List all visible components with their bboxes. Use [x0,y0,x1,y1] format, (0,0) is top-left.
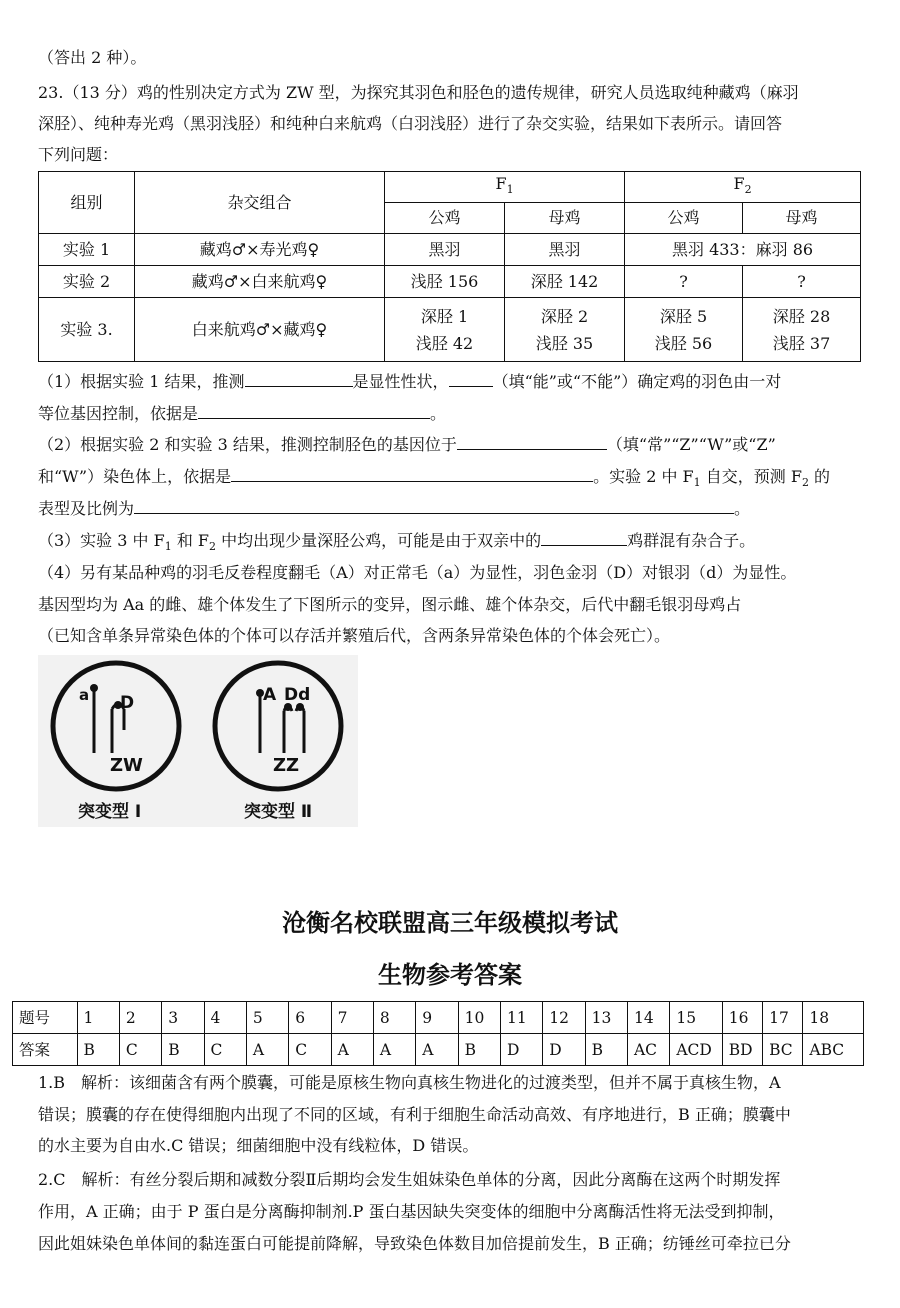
question-number-cell: 1 [77,1002,119,1034]
answer-blank-1[interactable] [245,370,353,387]
question-number-cell: 16 [722,1002,762,1034]
answer-cell: D [500,1034,542,1066]
answer-cell: C [119,1034,161,1066]
q23-part2-line-3: 表型及比例为 。 [38,499,751,518]
answer-blank-7[interactable] [541,529,627,546]
cell-2-sex: ZZ [273,755,300,776]
answer-key-table [12,1001,864,1066]
question-number-cell: 18 [803,1002,864,1034]
header-f2-female: 母鸡 [743,203,861,234]
q23-part4-line-2: 基因型均为 Aa 的雌、雄个体发生了下图所示的变异，图示雌、雄个体杂交，后代中翻毛银羽母鸡占 [38,595,742,614]
question-number-cell: 3 [162,1002,204,1034]
header-f1-male: 公鸡 [385,203,505,234]
cell-2-caption: 突变型 Ⅱ [244,802,313,822]
question-number-cell: 15 [670,1002,722,1034]
question-number-cell: 11 [500,1002,542,1034]
question-number-cell: 5 [246,1002,288,1034]
answer-cell: A [331,1034,373,1066]
row3-f2-male: 深胫 5 浅胫 56 [625,298,743,362]
question-number-cell: 4 [204,1002,246,1034]
header-f1: $F_1$ [385,172,625,203]
explanation-1-line-3: 的水主要为自由水.C 错误；细菌细胞中没有线粒体，D 错误。 [38,1136,479,1155]
q23-intro-line-1: 23.（13 分）鸡的性别决定方式为 ZW 型，为探究其羽色和胫色的遗传规律，研究人员选取纯种藏鸡（麻羽 [38,83,799,102]
answers-title: 沧衡名校联盟高三年级模拟考试 [282,909,618,937]
answer-cell: B [585,1034,627,1066]
q23-part2-line-2: 和“W”）染色体上，依据是 。实验 2 中 $F_1$ 自交，预测 $F_2$ 的 [38,467,831,490]
question-number-cell: 2 [119,1002,161,1034]
answer-blank-6[interactable] [134,497,734,514]
row1-f2: 黑羽 433：麻羽 86 [625,234,861,266]
question-number-cell: 9 [416,1002,458,1034]
row1-cross: 藏鸡♂×寿光鸡♀ [135,234,385,266]
answer-cell: D [543,1034,585,1066]
table-row [39,266,861,298]
answer-cell: BD [722,1034,762,1066]
row2-cross: 藏鸡♂×白来航鸡♀ [135,266,385,298]
explanation-1-line-2: 错误；膜囊的存在使得细胞内出现了不同的区域，有利于细胞生命活动高效、有序地进行，B 正确；膜囊中 [38,1105,791,1124]
chromosome-figure [38,655,358,827]
cell-1-sex: ZW [110,755,143,776]
cell-2-label-d: Dd [284,685,311,705]
q23-part3-line: （3）实验 3 中 $F_1$ 和 $F_2$ 中均出现少量深胫公鸡，可能是由于双亲中的 鸡群混有杂合子。 [38,531,756,554]
explanation-2-line-2: 作用，A 正确；由于 P 蛋白是分离酶抑制剂.P 蛋白基因缺失突变体的细胞中分离酶活性将无法受到抑制， [38,1202,785,1221]
answer-cell: B [77,1034,119,1066]
row-label-number: 题号 [13,1002,78,1034]
explanation-2-line-1: 2.C 解析：有丝分裂后期和减数分裂Ⅱ后期均会发生姐妹染色单体的分离，因此分离酶在这两个时期发挥 [38,1170,781,1189]
row2-group: 实验 2 [39,266,135,298]
row2-f1-female: 深胫 142 [505,266,625,298]
q23-part2-line-1: （2）根据实验 2 和实验 3 结果，推测控制胫色的基因位于 （填“常”“Z”“W”或“Z” [38,435,776,454]
answer-hint-line: （答出 2 种）。 [38,48,147,67]
header-f2-male: 公鸡 [625,203,743,234]
answer-number-row [13,1002,864,1034]
row3-group: 实验 3. [39,298,135,362]
cell-2-label-a: A [263,685,277,705]
row3-cross: 白来航鸡♂×藏鸡♀ [135,298,385,362]
row1-f1-male: 黑羽 [385,234,505,266]
cell-1-label-a: a [79,686,90,704]
answer-cell: A [416,1034,458,1066]
answer-cell: ACD [670,1034,722,1066]
row3-f1-female: 深胫 2 浅胫 35 [505,298,625,362]
answer-cell: AC [627,1034,669,1066]
row3-f1-male: 深胫 1 浅胫 42 [385,298,505,362]
row1-group: 实验 1 [39,234,135,266]
answer-cell: B [162,1034,204,1066]
q23-intro-line-2: 深胫）、纯种寿光鸡（黑羽浅胫）和纯种白来航鸡（白羽浅胫）进行了杂交实验，结果如下表所示。请回答 [38,114,783,133]
q23-part1-line-2: 等位基因控制，依据是 。 [38,404,447,423]
answer-cell: A [246,1034,288,1066]
answer-cell: B [458,1034,500,1066]
question-number-cell: 6 [289,1002,331,1034]
answers-subtitle: 生物参考答案 [378,961,522,989]
answer-cell: C [204,1034,246,1066]
question-number-cell: 7 [331,1002,373,1034]
q23-part4-line-3: （已知含单条异常染色体的个体可以存活并繁殖后代，含两条异常染色体的个体会死亡）。 [38,626,671,645]
question-number-cell: 14 [627,1002,669,1034]
cross-results-table [38,171,861,362]
explanation-2-line-3: 因此姐妹染色单体间的黏连蛋白可能提前降解，导致染色体数目加倍提前发生，B 正确；纺锤丝可牵拉已分 [38,1234,791,1253]
table-row [39,298,861,362]
q23-part1-line-1: （1）根据实验 1 结果，推测 是显性性状， （填“能”或“不能”）确定鸡的羽色由一对 [38,372,782,391]
question-number-cell: 17 [763,1002,803,1034]
q23-intro-line-3: 下列问题： [38,145,119,164]
row3-f2-female: 深胫 28 浅胫 37 [743,298,861,362]
row2-f2-male: ? [625,266,743,298]
row2-f1-male: 浅胫 156 [385,266,505,298]
question-number-cell: 10 [458,1002,500,1034]
explanation-1-line-1: 1.B 解析：该细菌含有两个膜囊，可能是原核生物向真核生物进化的过渡类型，但并不属于真核生物，A [38,1073,781,1092]
cell-1-caption: 突变型 Ⅰ [78,802,142,822]
header-f1-female: 母鸡 [505,203,625,234]
question-number-cell: 13 [585,1002,627,1034]
row2-f2-female: ? [743,266,861,298]
answer-blank-3[interactable] [198,402,430,419]
answer-blank-4[interactable] [457,433,607,450]
question-number-cell: 12 [543,1002,585,1034]
question-number-cell: 8 [373,1002,415,1034]
answer-cell: BC [763,1034,803,1066]
answer-cell: A [373,1034,415,1066]
answer-blank-2[interactable] [449,370,493,387]
table-row [39,234,861,266]
cell-1-label-d: D [120,693,135,713]
answer-cell: C [289,1034,331,1066]
answer-cell: ABC [803,1034,864,1066]
header-cross: 杂交组合 [135,172,385,234]
header-group: 组别 [39,172,135,234]
row-label-answer: 答案 [13,1034,78,1066]
answer-blank-5[interactable] [231,465,593,482]
header-f2: $F_2$ [625,172,861,203]
answer-key-row [13,1034,864,1066]
q23-part4-line-1: （4）另有某品种鸡的羽毛反卷程度翻毛（A）对正常毛（a）为显性，羽色金羽（D）对银羽（d）为显性。 [38,563,797,582]
row1-f1-female: 黑羽 [505,234,625,266]
